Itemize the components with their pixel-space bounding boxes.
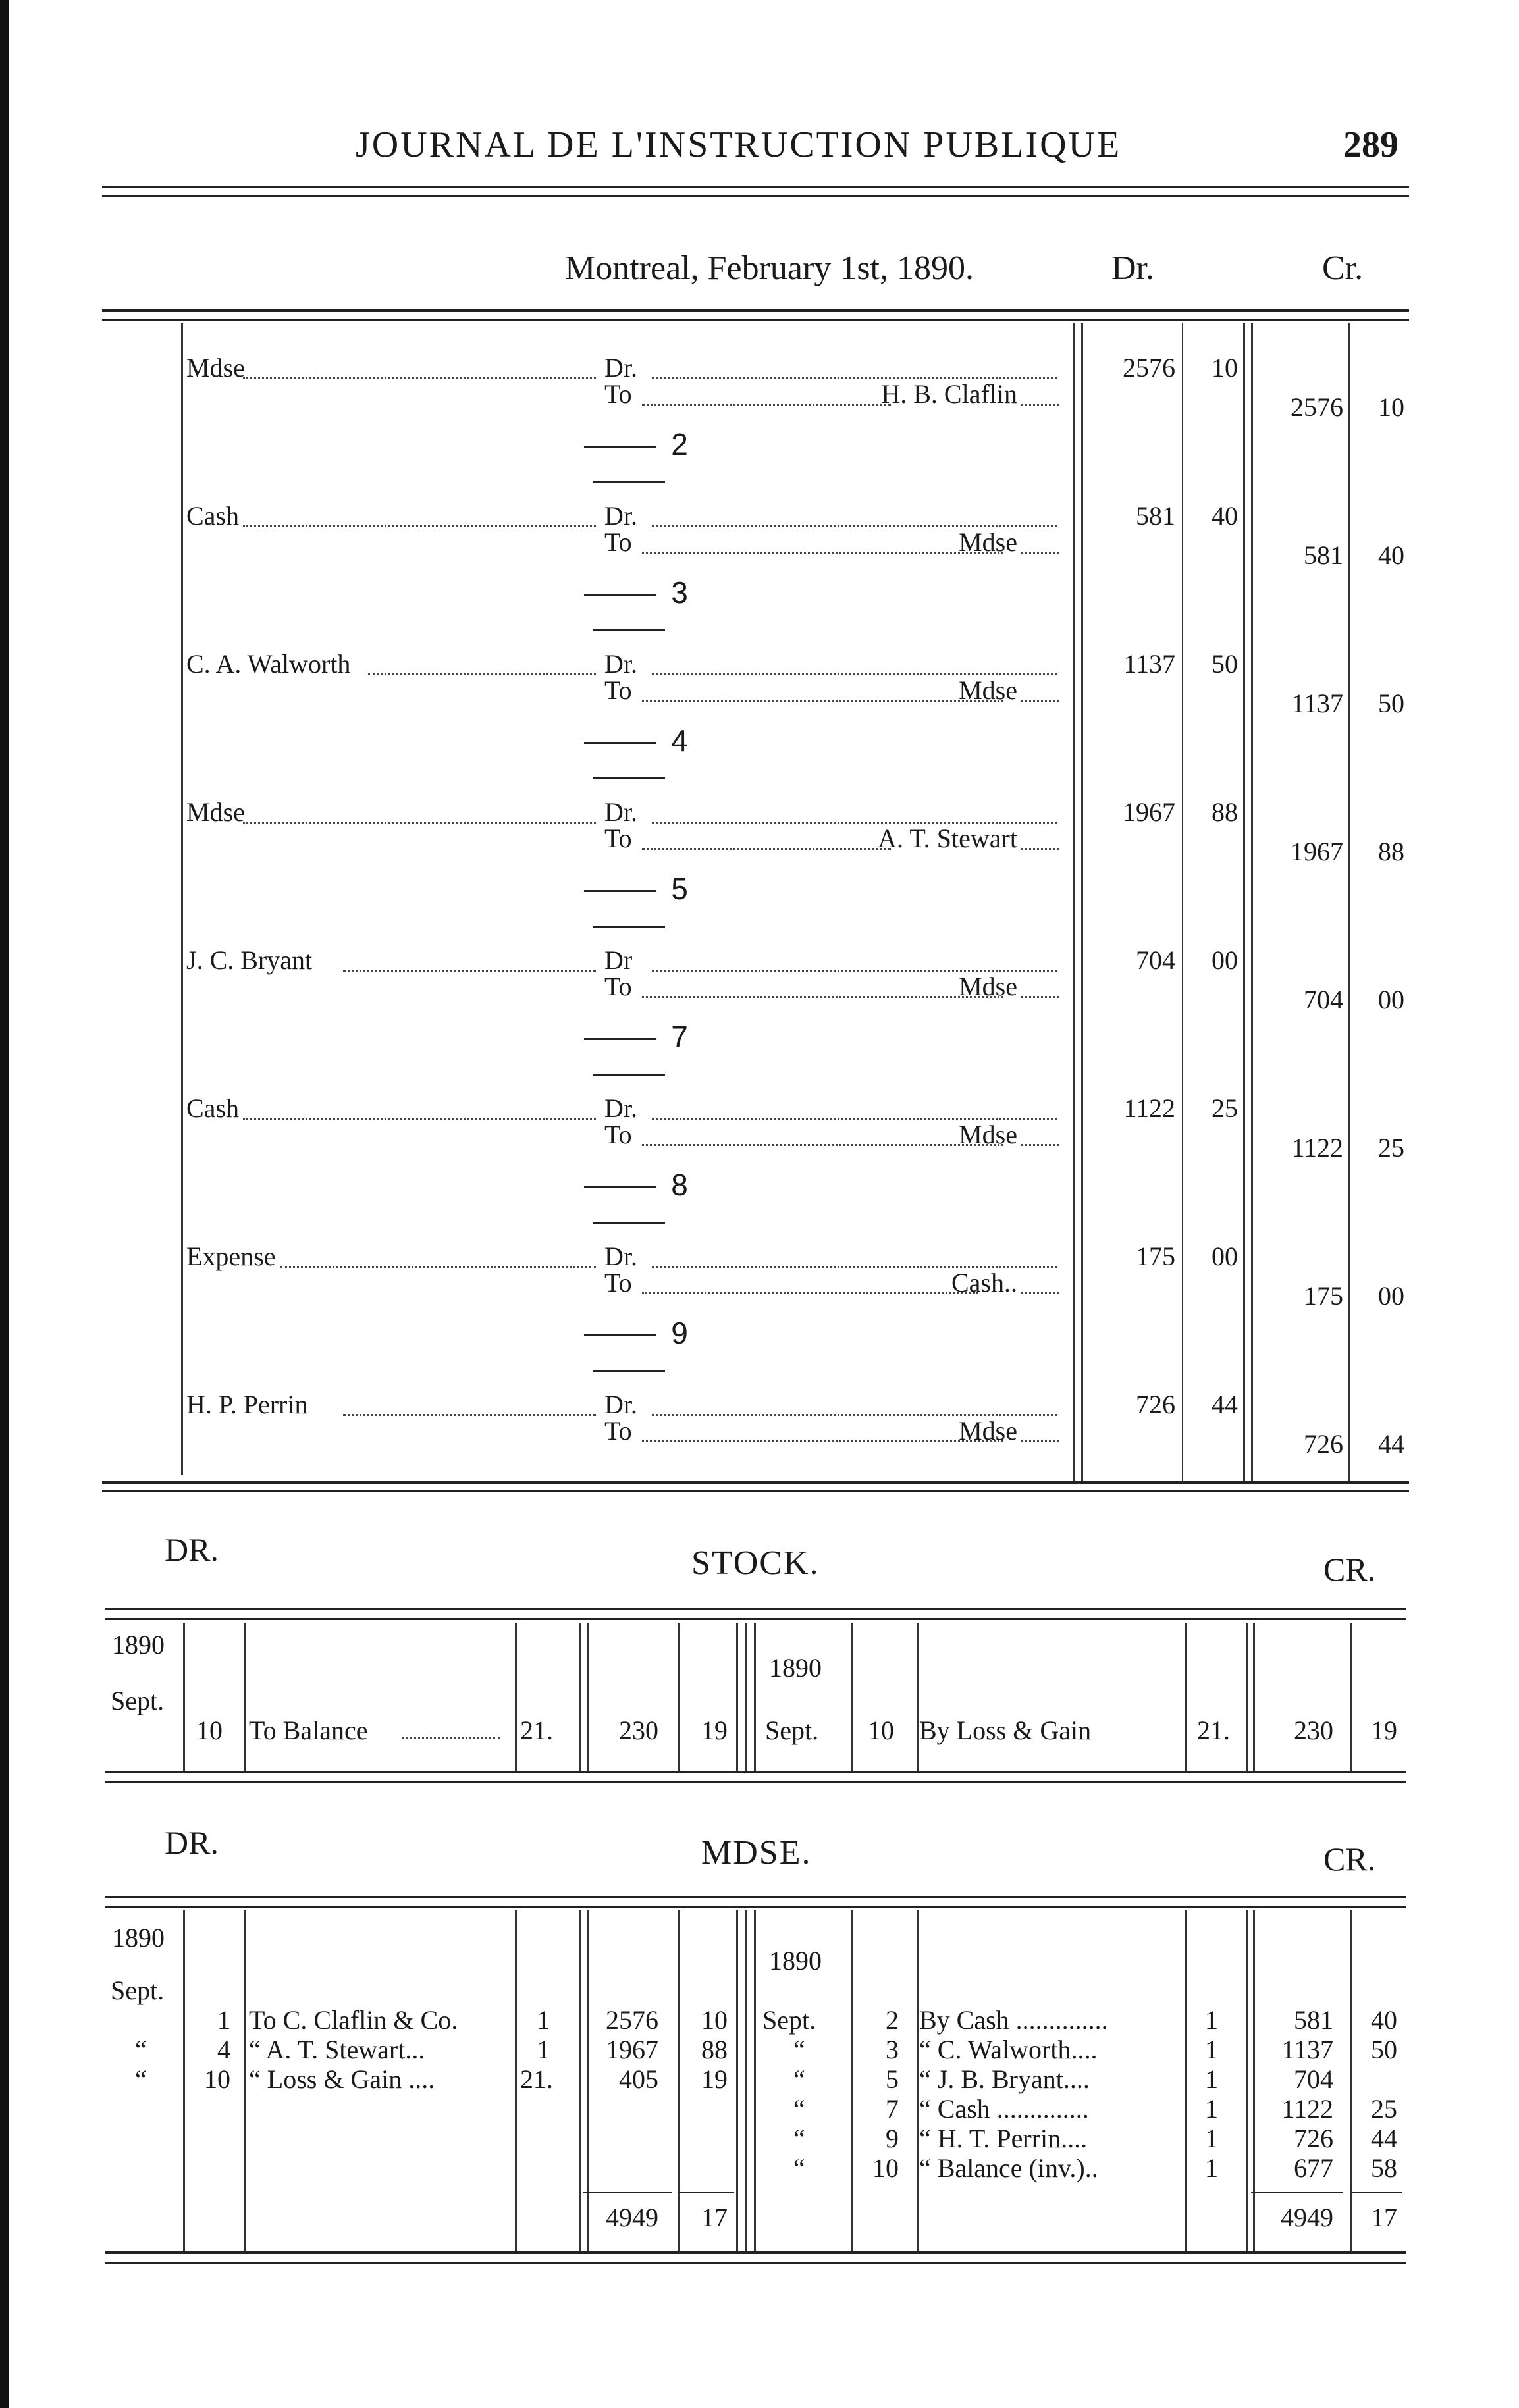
entry-leader-dots: [280, 1266, 596, 1268]
entry-dr-word: Dr.: [604, 1390, 637, 1419]
mdse-dr-label: DR.: [165, 1824, 219, 1861]
entry-leader-dots: [1021, 848, 1059, 850]
entry-sequence-number: 2: [520, 427, 737, 498]
credit-heading: Cr.: [1322, 249, 1364, 287]
mdse-left-total-rule: [583, 2192, 672, 2193]
entry-leader-dots: [642, 404, 891, 406]
mdse-right-folio: 1: [1205, 2153, 1218, 2183]
ledger-column-rule: [183, 1623, 185, 1771]
entry-leader-dots: [1021, 404, 1059, 406]
stock-left-leader: [402, 1737, 500, 1739]
entry-leader-dots: [243, 822, 596, 824]
entry-dr-word: Dr: [604, 945, 633, 975]
ledger-column-rule: [736, 1623, 738, 1771]
mdse-right-cents: 50: [1371, 2035, 1397, 2064]
mdse-bottom-rule: [105, 2251, 1406, 2254]
journal-top-rule-thin: [102, 319, 1409, 321]
journal-dr-rule-b: [1081, 323, 1083, 1481]
journal-left-rule: [181, 323, 183, 1475]
entry-debit-amount: 175: [1136, 1242, 1175, 1271]
page-binding-edge: [0, 0, 9, 2408]
ledger-column-rule: [1350, 1910, 1352, 2251]
entry-dr-word: Dr.: [604, 1242, 637, 1271]
entry-debit-account: Expense: [186, 1242, 276, 1271]
journal-cr-cents-rule: [1348, 323, 1350, 1481]
mdse-left-total-cents-rule: [678, 2192, 734, 2193]
mdse-right-folio: 1: [1205, 2094, 1218, 2124]
entry-leader-dots: [1021, 1292, 1059, 1294]
mdse-right-amount: 1122: [1281, 2094, 1333, 2124]
mdse-right-text: “ H. T. Perrin....: [919, 2124, 1088, 2153]
entry-debit-cents: 88: [1212, 797, 1238, 827]
stock-right-cents: 19: [1371, 1715, 1397, 1745]
mdse-right-day: 2: [886, 2005, 899, 2035]
mdse-right-month: “: [793, 2153, 805, 2183]
entry-credit-amount: 704: [1304, 985, 1343, 1014]
entry-sequence-number: 8: [520, 1167, 737, 1238]
mdse-right-day: 5: [886, 2064, 899, 2094]
entry-leader-dots: [642, 848, 891, 850]
entry-credit-amount: 175: [1304, 1281, 1343, 1311]
mdse-left-folio: 1: [537, 2035, 550, 2064]
stock-dr-label: DR.: [165, 1531, 219, 1568]
mdse-right-cents: 44: [1371, 2124, 1397, 2153]
stock-right-month: Sept.: [765, 1715, 819, 1745]
stock-right-text: By Loss & Gain: [919, 1715, 1092, 1745]
mdse-left-month-label: Sept.: [111, 1976, 165, 2005]
entry-sequence-number: 3: [520, 575, 737, 646]
entry-leader-dots: [1021, 552, 1059, 554]
mdse-right-day: 3: [886, 2035, 899, 2064]
ledger-column-rule: [754, 1910, 756, 2251]
stock-title: STOCK.: [691, 1544, 820, 1582]
mdse-left-amount: 1967: [606, 2035, 658, 2064]
mdse-left-cents: 88: [701, 2035, 728, 2064]
entry-sequence-number: 4: [520, 723, 737, 794]
mdse-right-day: 9: [886, 2124, 899, 2153]
mdse-left-folio: 1: [537, 2005, 550, 2035]
ledger-column-rule: [244, 1910, 246, 2251]
mdse-right-cents: 58: [1371, 2153, 1397, 2183]
mdse-right-amount: 726: [1294, 2124, 1333, 2153]
entry-credit-cents: 40: [1378, 540, 1404, 570]
entry-debit-cents: 40: [1212, 501, 1238, 531]
entry-credit-account: Cash..: [951, 1268, 1017, 1297]
mdse-right-month: Sept.: [762, 2005, 816, 2035]
journal-top-rule: [102, 309, 1409, 312]
mdse-left-day: 1: [217, 2005, 230, 2035]
ledger-column-rule: [736, 1910, 738, 2251]
entry-debit-cents: 00: [1212, 945, 1238, 975]
stock-bottom-rule: [105, 1771, 1406, 1773]
stock-left-folio: 21.: [520, 1715, 553, 1745]
ledger-column-rule: [515, 1623, 517, 1771]
entry-credit-account: Mdse: [959, 1416, 1017, 1446]
entry-credit-account: H. B. Claflin: [881, 379, 1017, 409]
header-rule-thin: [102, 195, 1409, 197]
stock-right-folio: 21.: [1197, 1715, 1230, 1745]
entry-credit-cents: 00: [1378, 985, 1404, 1014]
mdse-title: MDSE.: [701, 1834, 812, 1871]
entry-to-word: To: [604, 675, 632, 705]
ledger-column-rule: [851, 1623, 853, 1771]
mdse-right-day: 10: [872, 2153, 899, 2183]
mdse-left-ditto: “: [135, 2064, 147, 2094]
entry-to-word: To: [604, 972, 632, 1001]
mdse-left-cents: 10: [701, 2005, 728, 2035]
mdse-right-folio: 1: [1205, 2005, 1218, 2035]
entry-leader-dots: [642, 1292, 978, 1294]
ledger-column-rule: [745, 1910, 747, 2251]
mdse-right-folio: 1: [1205, 2035, 1218, 2064]
mdse-left-year: 1890: [112, 1923, 165, 1952]
debit-heading: Dr.: [1111, 249, 1154, 287]
journal-bottom-rule-thin: [102, 1490, 1409, 1492]
mdse-right-month: “: [793, 2124, 805, 2153]
journal-dr-rule-a: [1073, 323, 1075, 1481]
entry-credit-cents: 44: [1378, 1429, 1404, 1459]
entry-leader-dots: [368, 673, 596, 675]
ledger-column-rule: [678, 1623, 680, 1771]
mdse-top-rule-thin: [105, 1906, 1406, 1908]
ledger-column-rule: [754, 1623, 756, 1771]
mdse-bottom-rule-thin: [105, 2262, 1406, 2264]
entry-leader-dots: [1021, 700, 1059, 702]
entry-leader-dots: [1021, 1440, 1059, 1442]
mdse-right-amount: 677: [1294, 2153, 1333, 2183]
mdse-left-total-cents: 17: [701, 2203, 728, 2232]
entry-debit-amount: 2576: [1123, 353, 1175, 382]
entry-dr-word: Dr.: [604, 1093, 637, 1123]
entry-leader-dots: [642, 996, 1003, 998]
entry-debit-cents: 50: [1212, 649, 1238, 679]
entry-credit-cents: 10: [1378, 392, 1404, 422]
ledger-column-rule: [1185, 1910, 1187, 2251]
page-number: 289: [1343, 124, 1399, 165]
ledger-column-rule: [1253, 1910, 1255, 2251]
mdse-right-cents: 40: [1371, 2005, 1397, 2035]
mdse-left-text: “ Loss & Gain ....: [249, 2064, 435, 2094]
entry-debit-account: Mdse: [186, 353, 245, 382]
entry-credit-cents: 88: [1378, 837, 1404, 866]
entry-dr-word: Dr.: [604, 649, 637, 679]
mdse-right-total: 4949: [1281, 2203, 1333, 2232]
mdse-right-folio: 1: [1205, 2124, 1218, 2153]
mdse-right-month: “: [793, 2094, 805, 2124]
entry-leader-dots: [642, 552, 1003, 554]
entry-debit-amount: 1122: [1123, 1093, 1175, 1123]
entry-credit-cents: 00: [1378, 1281, 1404, 1311]
entry-debit-cents: 25: [1212, 1093, 1238, 1123]
ledger-column-rule: [579, 1623, 581, 1771]
mdse-right-amount: 581: [1294, 2005, 1333, 2035]
mdse-right-folio: 1: [1205, 2064, 1218, 2094]
mdse-right-cents: 25: [1371, 2094, 1397, 2124]
mdse-right-text: “ J. B. Bryant....: [919, 2064, 1090, 2094]
entry-debit-cents: 00: [1212, 1242, 1238, 1271]
mdse-left-amount: 405: [619, 2064, 658, 2094]
entry-sequence-number: 9: [520, 1315, 737, 1386]
mdse-left-day: 4: [217, 2035, 230, 2064]
stock-right-amount: 230: [1294, 1715, 1333, 1745]
entry-leader-dots: [243, 1118, 596, 1120]
mdse-right-text: “ C. Walworth....: [919, 2035, 1098, 2064]
mdse-right-total-cents-rule: [1350, 2192, 1402, 2193]
entry-debit-amount: 1967: [1123, 797, 1175, 827]
mdse-left-text: To C. Claflin & Co.: [249, 2005, 458, 2035]
entry-debit-account: Mdse: [186, 797, 245, 827]
mdse-right-month: “: [793, 2035, 805, 2064]
entry-to-word: To: [604, 1120, 632, 1149]
entry-debit-account: H. P. Perrin: [186, 1390, 308, 1419]
mdse-right-text: By Cash ..............: [919, 2005, 1108, 2035]
mdse-right-text: “ Balance (inv.)..: [919, 2153, 1098, 2183]
entry-credit-amount: 726: [1304, 1429, 1343, 1459]
entry-credit-account: A. T. Stewart: [878, 824, 1017, 853]
entry-leader-dots: [642, 1440, 1003, 1442]
header-rule: [102, 186, 1409, 188]
entry-debit-account: Cash: [186, 1093, 239, 1123]
entry-debit-cents: 10: [1212, 353, 1238, 382]
mdse-left-cents: 19: [701, 2064, 728, 2094]
mdse-right-text: “ Cash ..............: [919, 2094, 1089, 2124]
stock-cr-label: CR.: [1323, 1551, 1376, 1588]
stock-top-rule-thin: [105, 1618, 1406, 1620]
entry-debit-amount: 704: [1136, 945, 1175, 975]
journal-bottom-rule: [102, 1481, 1409, 1484]
stock-bottom-rule-thin: [105, 1781, 1406, 1783]
entry-debit-amount: 1137: [1123, 649, 1175, 679]
mdse-cr-label: CR.: [1323, 1841, 1376, 1877]
entry-to-word: To: [604, 1416, 632, 1446]
stock-left-day: 10: [196, 1715, 223, 1745]
ledger-column-rule: [515, 1910, 517, 2251]
ledger-column-rule: [1246, 1910, 1248, 2251]
entry-to-word: To: [604, 527, 632, 557]
ledger-column-rule: [745, 1623, 747, 1771]
entry-credit-cents: 50: [1378, 689, 1404, 718]
ledger-column-rule: [851, 1910, 853, 2251]
entry-leader-dots: [642, 1144, 1003, 1146]
entry-leader-dots: [343, 1414, 596, 1416]
entry-credit-amount: 1967: [1291, 837, 1343, 866]
entry-credit-account: Mdse: [959, 675, 1017, 705]
stock-left-year: 1890: [112, 1630, 165, 1660]
stock-left-text: To Balance: [249, 1715, 368, 1745]
stock-top-rule: [105, 1608, 1406, 1610]
ledger-column-rule: [579, 1910, 581, 2251]
entry-debit-account: Cash: [186, 501, 239, 531]
entry-dr-word: Dr.: [604, 797, 637, 827]
entry-debit-account: J. C. Bryant: [186, 945, 313, 975]
stock-right-day: 10: [868, 1715, 894, 1745]
entry-debit-amount: 581: [1136, 501, 1175, 531]
entry-debit-amount: 726: [1136, 1390, 1175, 1419]
mdse-left-amount: 2576: [606, 2005, 658, 2035]
stock-right-year: 1890: [769, 1653, 822, 1683]
mdse-right-year: 1890: [769, 1946, 822, 1976]
mdse-left-day: 10: [204, 2064, 230, 2094]
journal-cr-rule-a: [1243, 323, 1245, 1481]
ledger-column-rule: [183, 1910, 185, 2251]
mdse-right-amount: 1137: [1281, 2035, 1333, 2064]
entry-credit-account: Mdse: [959, 527, 1017, 557]
stock-left-cents: 19: [701, 1715, 728, 1745]
journal-date: Montreal, February 1st, 1890.: [565, 249, 974, 287]
ledger-column-rule: [917, 1623, 919, 1771]
entry-to-word: To: [604, 824, 632, 853]
entry-credit-account: Mdse: [959, 1120, 1017, 1149]
entry-leader-dots: [243, 525, 596, 527]
ledger-column-rule: [1350, 1623, 1352, 1771]
mdse-top-rule: [105, 1896, 1406, 1898]
ledger-column-rule: [678, 1910, 680, 2251]
stock-left-amount: 230: [619, 1715, 658, 1745]
ledger-column-rule: [1253, 1623, 1255, 1771]
stock-left-month: Sept.: [111, 1686, 165, 1715]
entry-credit-amount: 1122: [1291, 1133, 1343, 1163]
mdse-right-total-cents: 17: [1371, 2203, 1397, 2232]
entry-to-word: To: [604, 1268, 632, 1297]
entry-sequence-number: 7: [520, 1019, 737, 1090]
ledger-column-rule: [1246, 1623, 1248, 1771]
entry-debit-cents: 44: [1212, 1390, 1238, 1419]
entry-credit-cents: 25: [1378, 1133, 1404, 1163]
entry-debit-account: C. A. Walworth: [186, 649, 351, 679]
journal-cr-rule-b: [1251, 323, 1253, 1481]
entry-leader-dots: [243, 377, 596, 379]
mdse-left-folio: 21.: [520, 2064, 553, 2094]
mdse-right-total-rule: [1251, 2192, 1343, 2193]
entry-to-word: To: [604, 379, 632, 409]
entry-sequence-number: 5: [520, 871, 737, 942]
entry-credit-amount: 2576: [1291, 392, 1343, 422]
entry-dr-word: Dr.: [604, 353, 637, 382]
journal-dr-cents-rule: [1182, 323, 1183, 1481]
entry-leader-dots: [1021, 1144, 1059, 1146]
ledger-column-rule: [244, 1623, 246, 1771]
mdse-left-ditto: “: [135, 2035, 147, 2064]
journal-title: JOURNAL DE L'INSTRUCTION PUBLIQUE: [356, 124, 1122, 165]
entry-leader-dots: [343, 970, 596, 972]
entry-credit-account: Mdse: [959, 972, 1017, 1001]
ledger-column-rule: [587, 1623, 589, 1771]
entry-leader-dots: [1021, 996, 1059, 998]
entry-dr-word: Dr.: [604, 501, 637, 531]
mdse-right-day: 7: [886, 2094, 899, 2124]
entry-credit-amount: 581: [1304, 540, 1343, 570]
mdse-left-total: 4949: [606, 2203, 658, 2232]
ledger-column-rule: [1185, 1623, 1187, 1771]
mdse-left-text: “ A. T. Stewart...: [249, 2035, 425, 2064]
mdse-right-amount: 704: [1294, 2064, 1333, 2094]
entry-leader-dots: [642, 700, 1003, 702]
entry-credit-amount: 1137: [1291, 689, 1343, 718]
mdse-right-month: “: [793, 2064, 805, 2094]
